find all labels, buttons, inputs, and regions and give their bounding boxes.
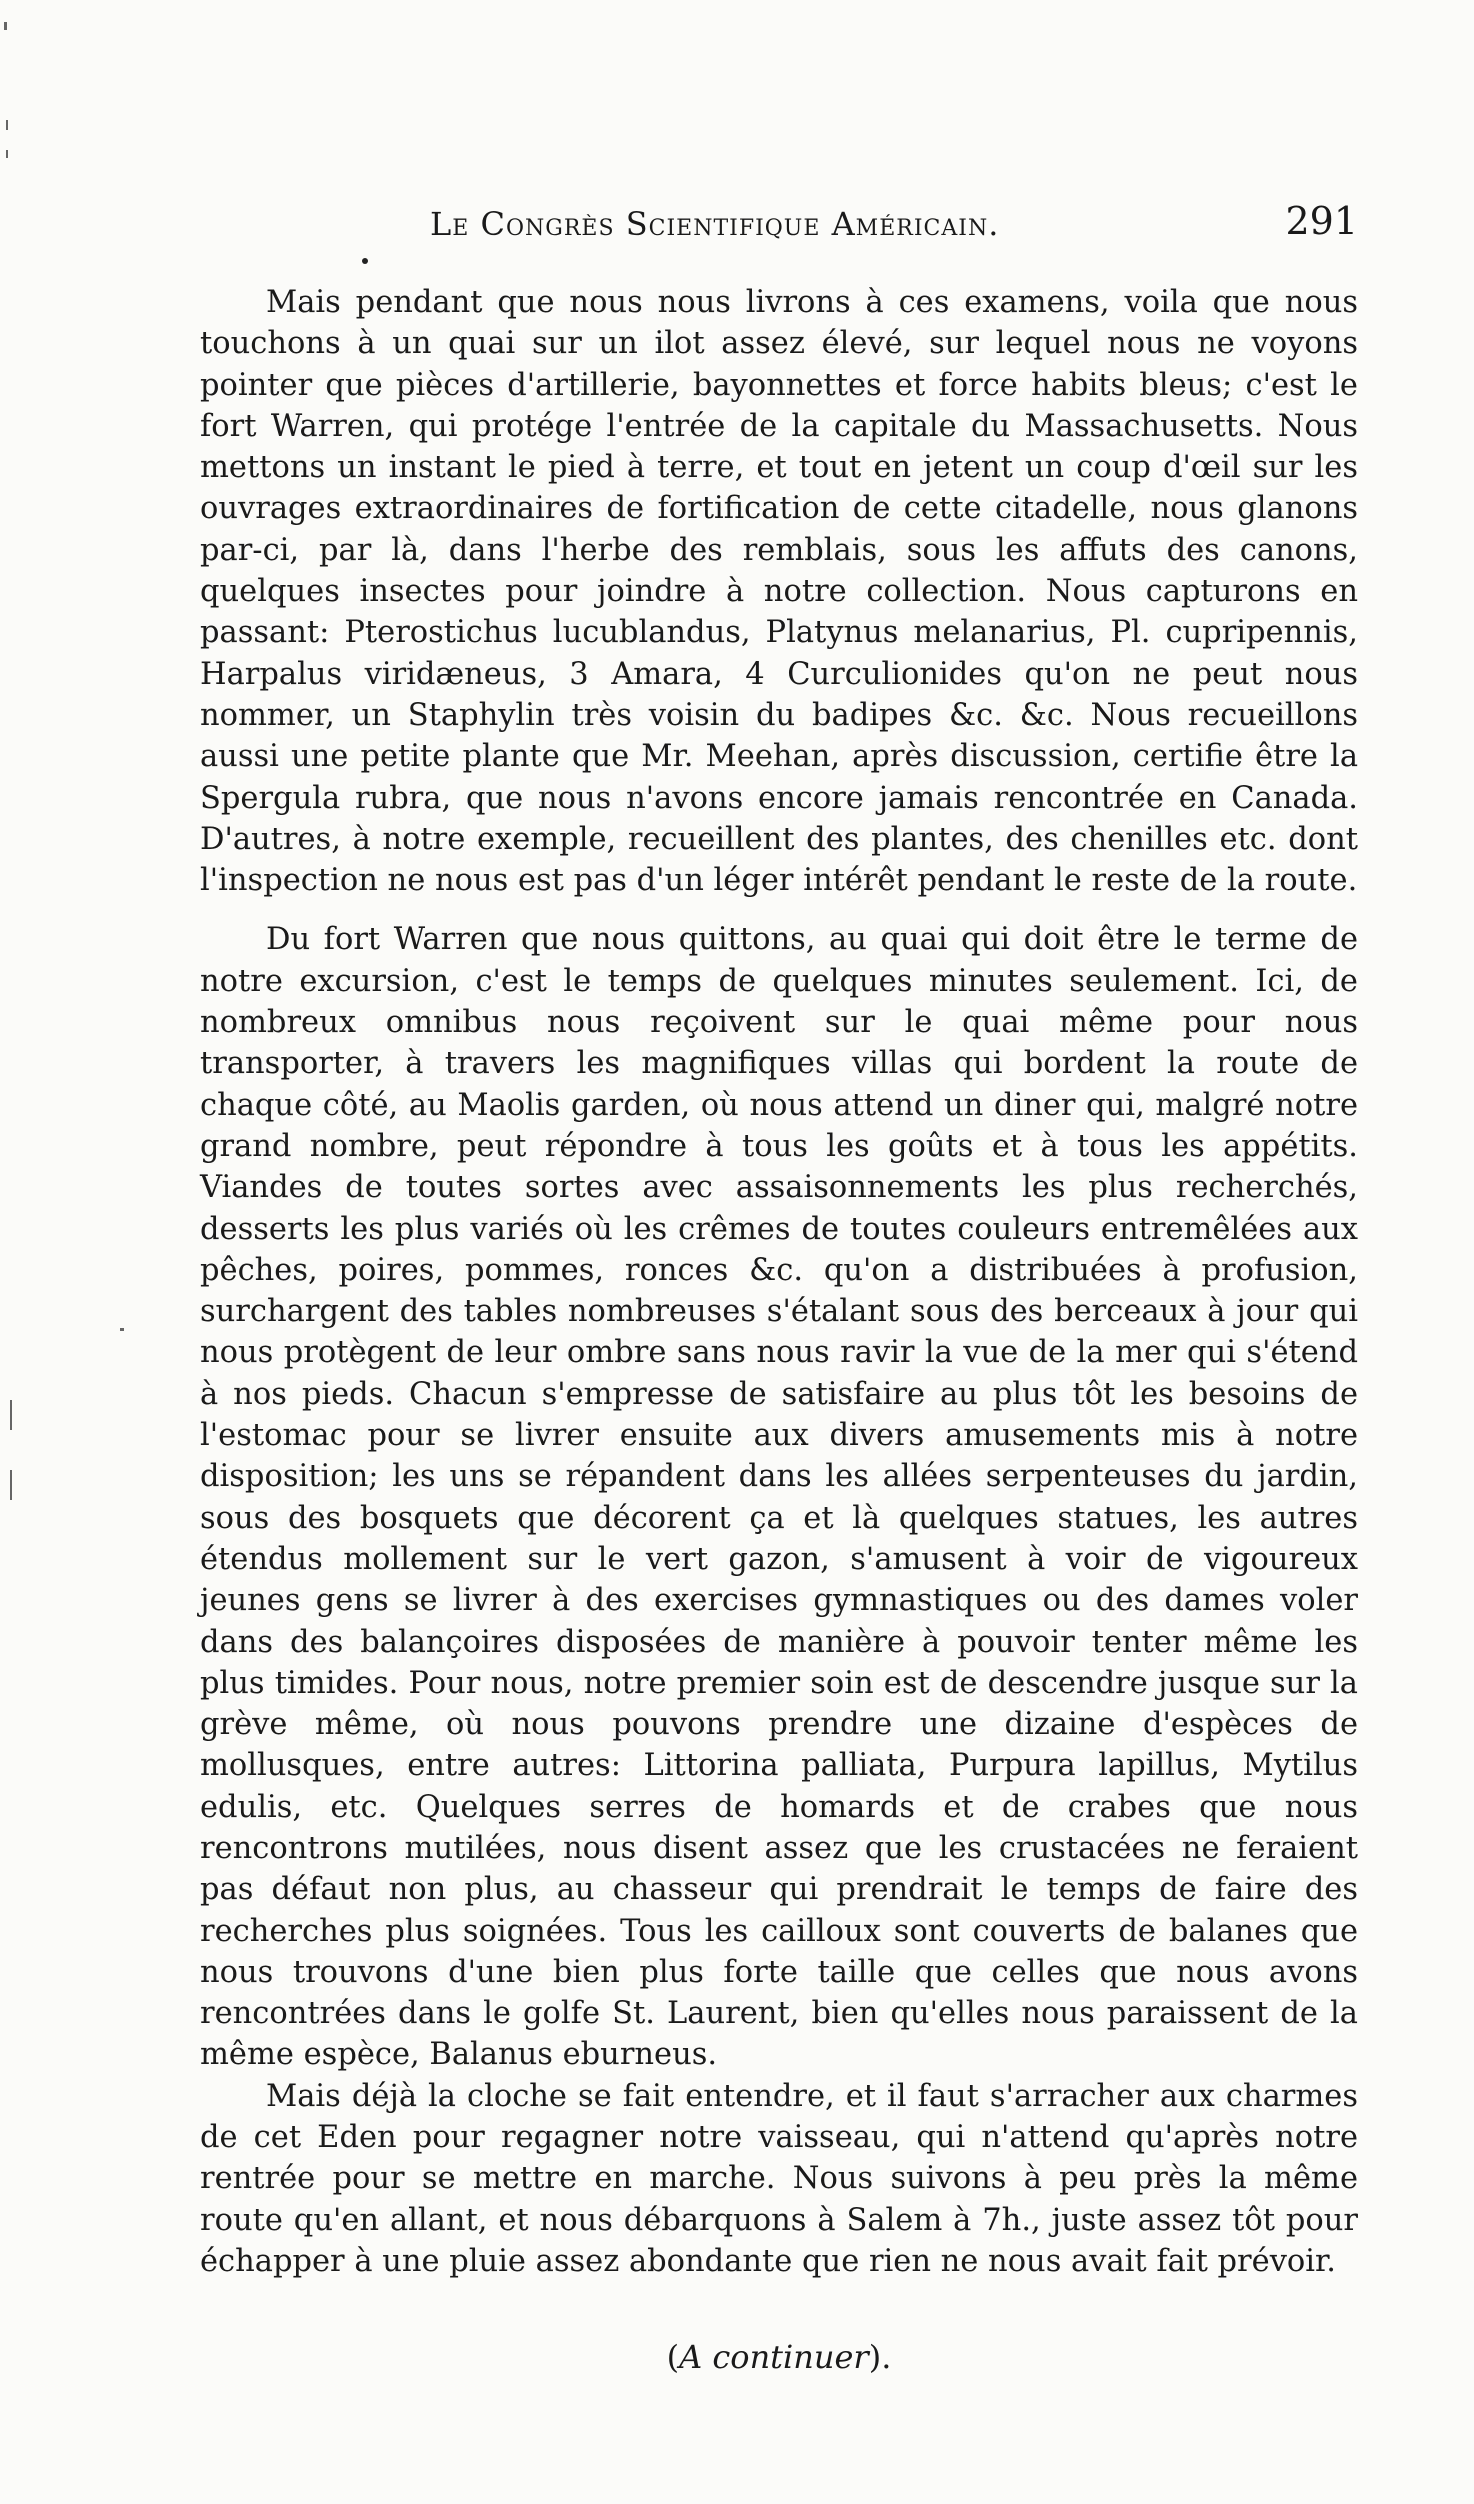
page-number: 291: [1285, 199, 1358, 243]
paragraph-return-salem: Mais déjà la cloche se fait entendre, et il faut s'arracher aux charmes de cet Eden pour regagner notre vaisseau, qui n'attend qu'après notre rentrée pour se mettre en marche. Nous suivons à peu près la même route qu'en allant, et nous débarquons à Salem à 7h., juste assez tôt pour échapper à une pluie assez abondante que rien ne nous avait fait prévoir.: [200, 2078, 1358, 2279]
continuation-note: [200, 2338, 1358, 2376]
continuation-open-paren: (: [666, 2338, 680, 2376]
paragraph-fort-warren: Mais pendant que nous nous livrons à ces examens, voila que nous touchons à un quai sur un ilot assez élevé, sur lequel nous ne voyons pointer que pièces d'artillerie, bayonnettes et force habits bleus; c'est le fort Warren, qui protége l'entrée de la capitale du Massachusetts. Nous mettons un instant le pied à terre, et tout en jetent un coup d'œil sur les ouvrages extraordinaires de fortification de cette citadelle, nous glanons par-ci, par là, dans l'herbe des remblais, sous les affuts des canons, quelques insectes pour joindre à notre collection. Nous capturons en passant: Pterostichus lucublandus, Platynus melanarius, Pl. cupripennis, Harpalus viridæneus, 3 Amara, 4 Curculionides qu'on ne peut nous nommer, un Staphylin très voisin du badipes &c. &c. Nous recueillons aussi une petite plante que Mr. Meehan, après discussion, certifie être la Spergula rubra, que nous n'avons encore jamais rencontrée en Canada. D'autres, à notre exemple, recueillent des plantes, des chenilles etc. dont l'inspection ne nous est pas d'un léger intérêt pendant le reste de la route.: [200, 285, 1358, 899]
paragraph-maolis-garden: Du fort Warren que nous quittons, au quai qui doit être le terme de notre excursion, c'est le temps de quelques minutes seulement. Ici, de nombreux omnibus nous reçoivent sur le quai même pour nous transporter, à travers les magnifiques villas qui bordent la route de chaque côté, au Maolis garden, où nous attend un diner qui, malgré notre grand nombre, peut répondre à tous les goûts et à tous les appétits. Viandes de toutes sortes avec assaisonnements les plus recherchés, desserts les plus variés où les crêmes de toutes couleurs entremêlées aux pêches, poires, pommes, ronces &c. qu'on a distribuées à profusion, surchargent des tables nombreuses s'étalant sous des berceaux à jour qui nous protègent de leur ombre sans nous ravir la vue de la mer qui s'étend à nos pieds. Chacun s'empresse de satisfaire au plus tôt les besoins de l'estomac pour se livrer ensuite aux divers amusements mis à notre disposition; les uns se répandent dans les allées serpenteuses du jardin, sous des bosquets que décorent ça et là quelques statues, les autres étendus mollement sur le vert gazon, s'amusent à voir de vigoureux jeunes gens se livrer à des exercises gymnastiques ou des dames voler dans des balançoires disposées de manière à pouvoir tenter même les plus timides. Pour nous, notre premier soin est de descendre jusque sur la grève même, où nous pouvons prendre une dizaine d'espèces de mollusques, entre autres: Littorina palliata, Purpura lapillus, Mytilus edulis, etc. Quelques serres de homards et de crabes que nous rencontrons mutilées, nous disent assez que les crustacées ne feraient pas défaut non plus, au chasseur qui prendrait le temps de faire des recherches plus soignées. Tous les cailloux sont couverts de balanes que nous trouvons d'une bien plus forte taille que celles que nous avons rencontrées dans le golfe St. Laurent, bien qu'elles nous paraissent de la même espèce, Balanus eburneus.: [200, 922, 1358, 2073]
body-text: [200, 282, 1358, 2282]
continuation-close-paren: ).: [868, 2338, 892, 2376]
running-title: Le Congrès Scientifique Américain.: [430, 205, 1000, 243]
continuation-text: A continuer: [679, 2338, 869, 2376]
print-speck: [362, 258, 368, 264]
running-head: [430, 199, 1358, 245]
